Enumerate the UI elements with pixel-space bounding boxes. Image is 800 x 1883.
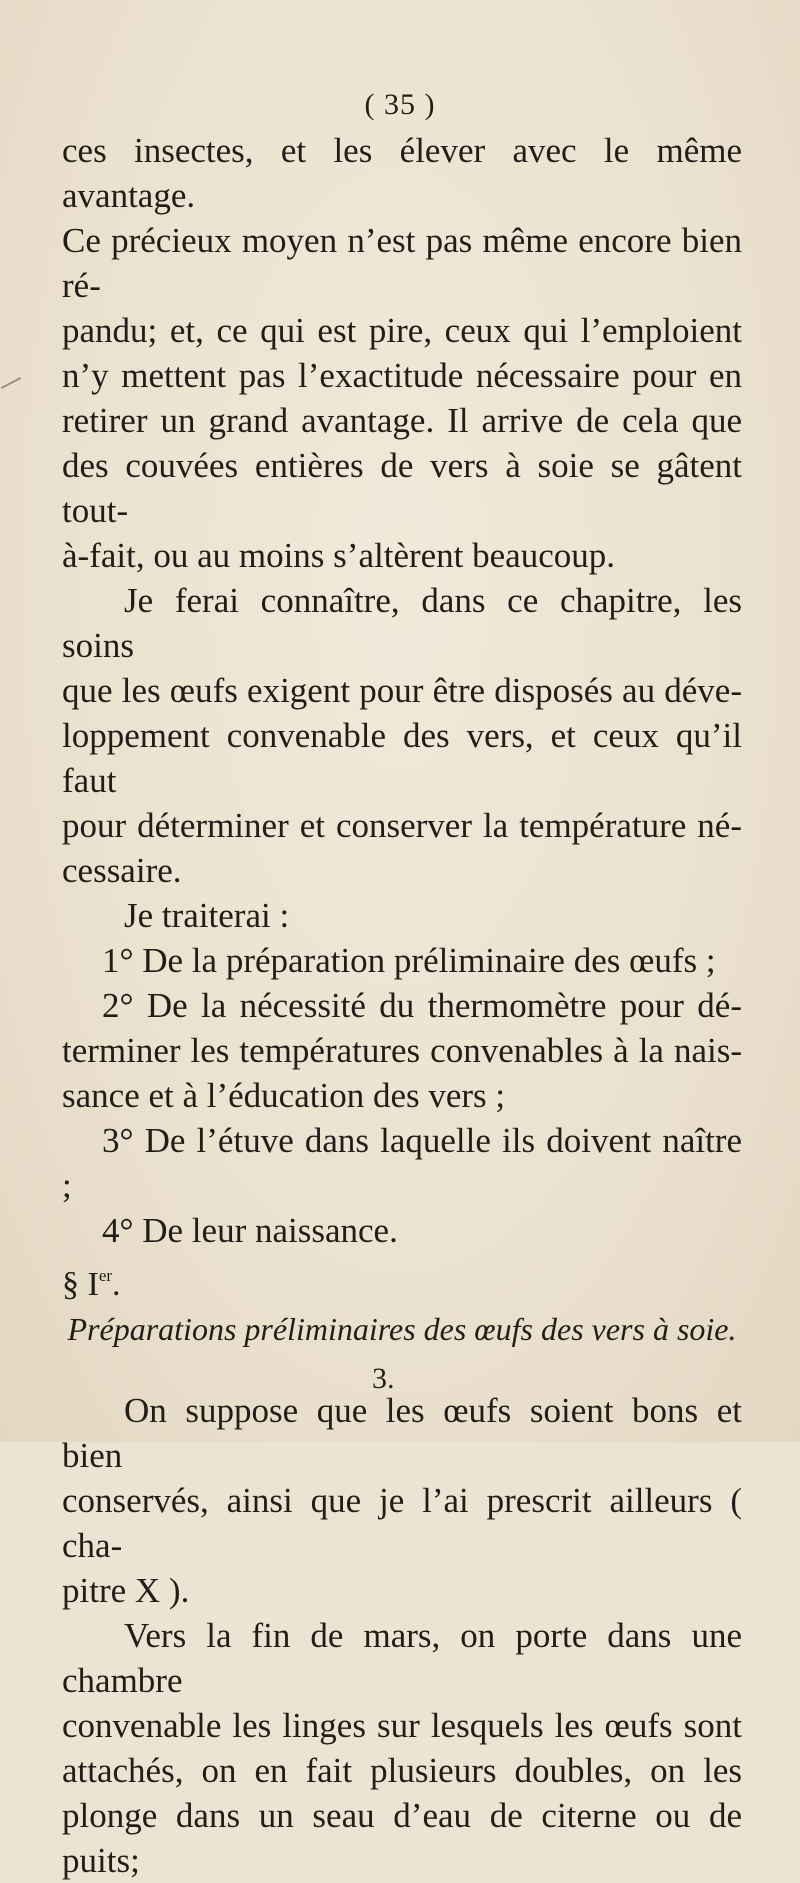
text-line: On suppose que les œufs soient bons et bien — [62, 1391, 742, 1475]
text-line: n’y mettent pas l’exactitude nécessaire pour en — [62, 356, 742, 395]
list-item: 2° De la nécessité du thermomètre pour dé- — [102, 986, 742, 1025]
section-number: § I — [62, 1266, 99, 1303]
list-item-continuation: sance et à l’éducation des vers ; — [62, 1076, 506, 1115]
text-line: conservés, ainsi que je l’ai prescrit ailleurs ( cha- — [62, 1481, 742, 1565]
text-line: convenable les linges sur lesquels les œufs sont — [62, 1706, 742, 1745]
list-intro: Je traiterai : — [124, 896, 290, 935]
text-line: pandu; et, ce qui est pire, ceux qui l’emploient — [62, 311, 742, 350]
section-heading: § Ier. — [62, 1266, 121, 1303]
section-number-suffix: er — [98, 1266, 113, 1285]
margin-mark — [1, 377, 21, 389]
text-line: Ce précieux moyen n’est pas même encore bien ré- — [62, 221, 742, 305]
text-line: que les œufs exigent pour être disposés au déve- — [62, 671, 742, 710]
section-title: Préparations préliminaires des œufs des vers à soie. — [67, 1311, 737, 1347]
text-line: à-fait, ou au moins s’altèrent beaucoup. — [62, 536, 615, 575]
paragraph-intro — [62, 128, 742, 578]
text-line: Vers la fin de mars, on porte dans une chambre — [62, 1616, 742, 1700]
text-line: Je ferai connaître, dans ce chapitre, les soins — [62, 581, 742, 665]
text-line: retirer un grand avantage. Il arrive de cela que — [62, 401, 742, 440]
paragraph-eggs-conserved — [62, 1388, 742, 1613]
page-number: ( 35 ) — [364, 88, 436, 121]
text-line: pitre X ). — [62, 1571, 190, 1610]
text-line: ces insectes, et les élever avec le même avantage. — [62, 131, 742, 215]
text-line: attachés, on en fait plusieurs doubles, on les — [62, 1751, 742, 1790]
paragraph-end-of-march — [62, 1613, 742, 1883]
page-text — [62, 128, 742, 1883]
text-line: cessaire. — [62, 851, 182, 890]
text-line: des couvées entières de vers à soie se gâtent tout- — [62, 446, 742, 530]
paragraph-chapter-plan — [62, 578, 742, 893]
text-line: loppement convenable des vers, et ceux qu’il faut — [62, 716, 742, 800]
list-item: 1° De la préparation préliminaire des œufs ; — [102, 941, 716, 980]
list-item: 4° De leur naissance. — [102, 1211, 398, 1250]
list-item: 3° De l’étuve dans laquelle ils doivent naître ; — [62, 1121, 742, 1205]
topic-list — [62, 938, 742, 1253]
text-line: plonge dans un seau d’eau de citerne ou de puits; — [62, 1796, 742, 1880]
list-item-continuation: terminer les températures convenables à la nais- — [62, 1031, 742, 1070]
signature-mark: 3. — [372, 1362, 395, 1395]
text-line: pour déterminer et conserver la température né- — [62, 806, 742, 845]
